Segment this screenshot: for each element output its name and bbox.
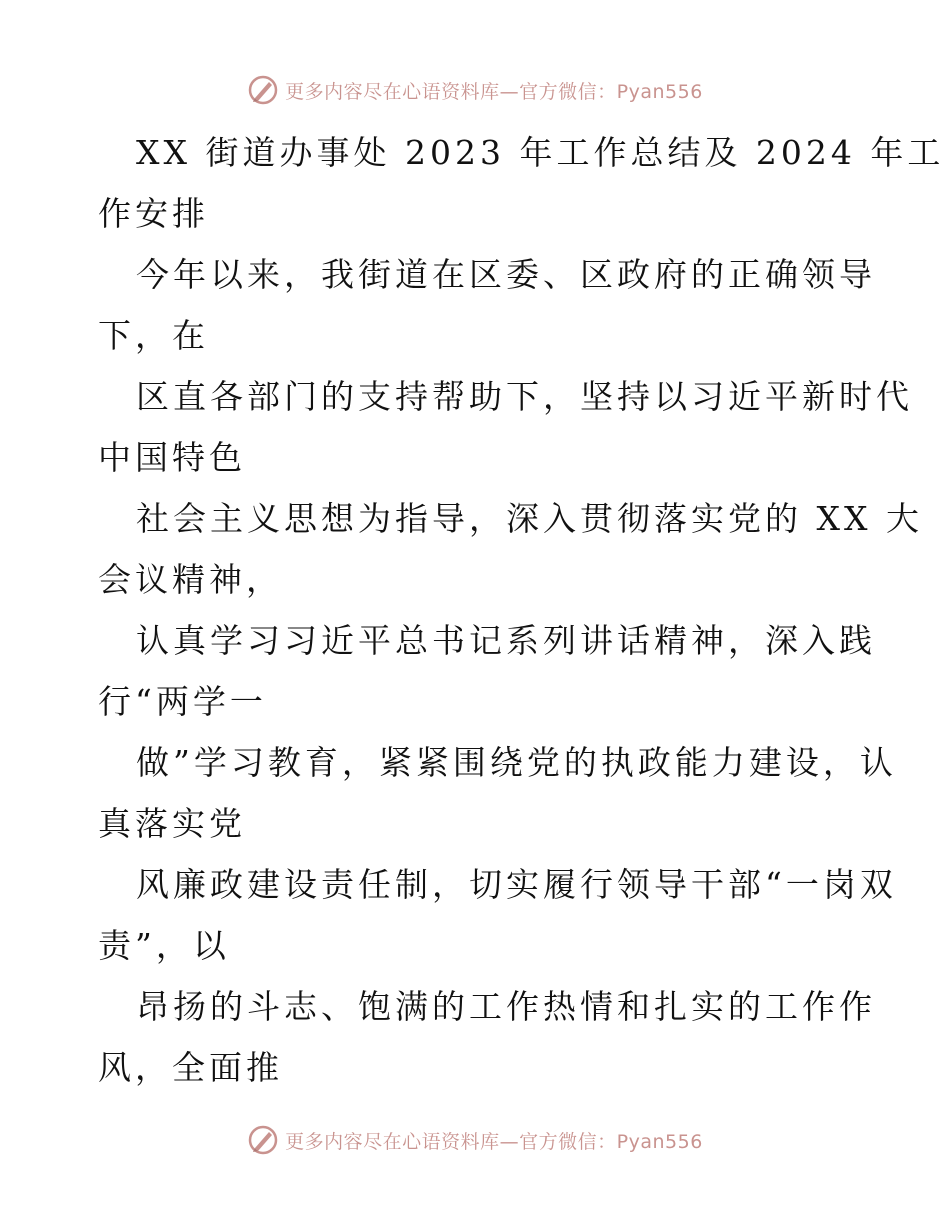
text-line: 昂扬的斗志、饱满的工作热情和扎实的工作作 [136,987,876,1026]
text-line: XX 街道办事处 2023 年工作总结及 2024 年工 [136,133,945,172]
pen-logo-icon [247,74,279,106]
text-line: 会议精神， [98,560,283,599]
watermark-text: 更多内容尽在心语资料库—官方微信：Pyan556 [285,1130,703,1153]
text-line: 下，在 [98,316,209,355]
text-line: 中国特色 [98,438,246,477]
footer-watermark [0,1124,950,1156]
text-line: 区直各部门的支持帮助下，坚持以习近平新时代 [136,377,913,416]
text-line: 认真学习习近平总书记系列讲话精神，深入践 [136,621,876,660]
watermark-text: 更多内容尽在心语资料库—官方微信：Pyan556 [285,80,703,103]
text-line: 做”学习教育，紧紧围绕党的执政能力建设，认 [136,743,897,782]
header-watermark [0,74,950,106]
text-line: 责”，以 [98,926,230,965]
text-line: 社会主义思想为指导，深入贯彻落实党的 XX 大 [136,499,923,538]
text-line: 真落实党 [98,804,246,843]
text-line: 风，全面推 [98,1048,283,1087]
text-line: 行“两学一 [98,682,267,721]
text-line: 今年以来，我街道在区委、区政府的正确领导 [136,255,876,294]
text-line: 作安排 [98,194,209,233]
document-body [98,122,945,1098]
text-line: 风廉政建设责任制，切实履行领导干部“一岗双 [136,865,897,904]
pen-logo-icon [247,1124,279,1156]
